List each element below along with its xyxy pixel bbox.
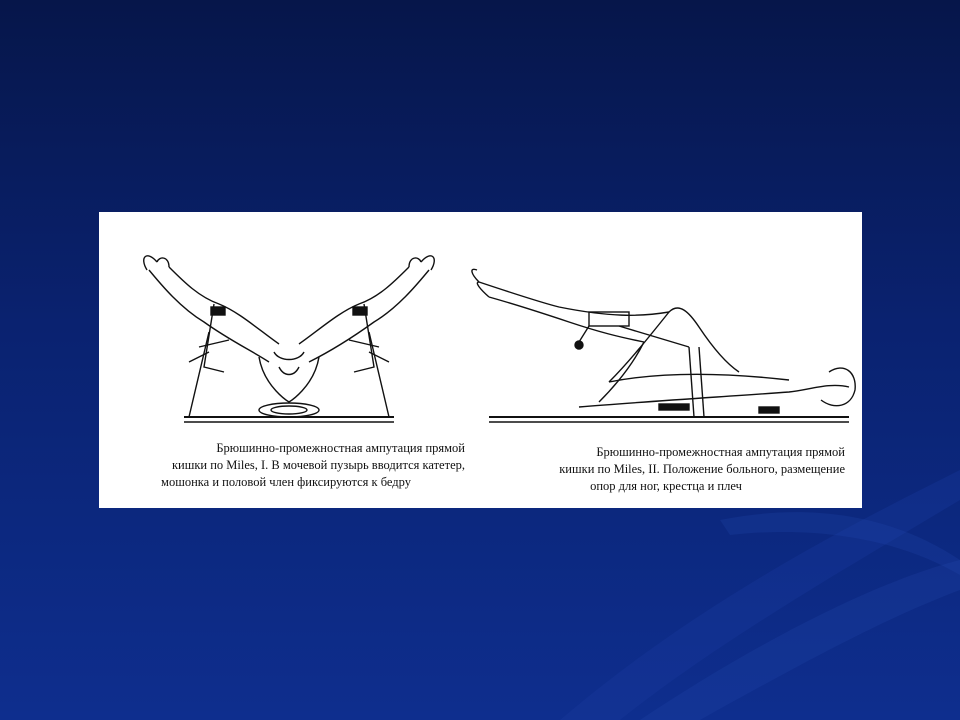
figure-caption-left <box>107 440 465 491</box>
caption-line: мошонка и половой член фиксируются к бедру <box>161 475 411 489</box>
patient-supine-drawing <box>459 212 859 437</box>
caption-line: Брюшинно-промежностная ампутация прямой <box>596 445 845 459</box>
figure-panel <box>99 212 862 508</box>
caption-line: Брюшинно-промежностная ампутация прямой <box>216 441 465 455</box>
patient-lithotomy-drawing <box>129 212 469 437</box>
caption-line: кишки по Miles, I. В мочевой пузырь вводится катетер, <box>171 458 465 472</box>
caption-line: опор для ног, крестца и плеч <box>590 479 742 493</box>
figure-caption-right <box>487 444 845 495</box>
caption-line: кишки по Miles, II. Положение больного, размещение <box>559 462 845 476</box>
